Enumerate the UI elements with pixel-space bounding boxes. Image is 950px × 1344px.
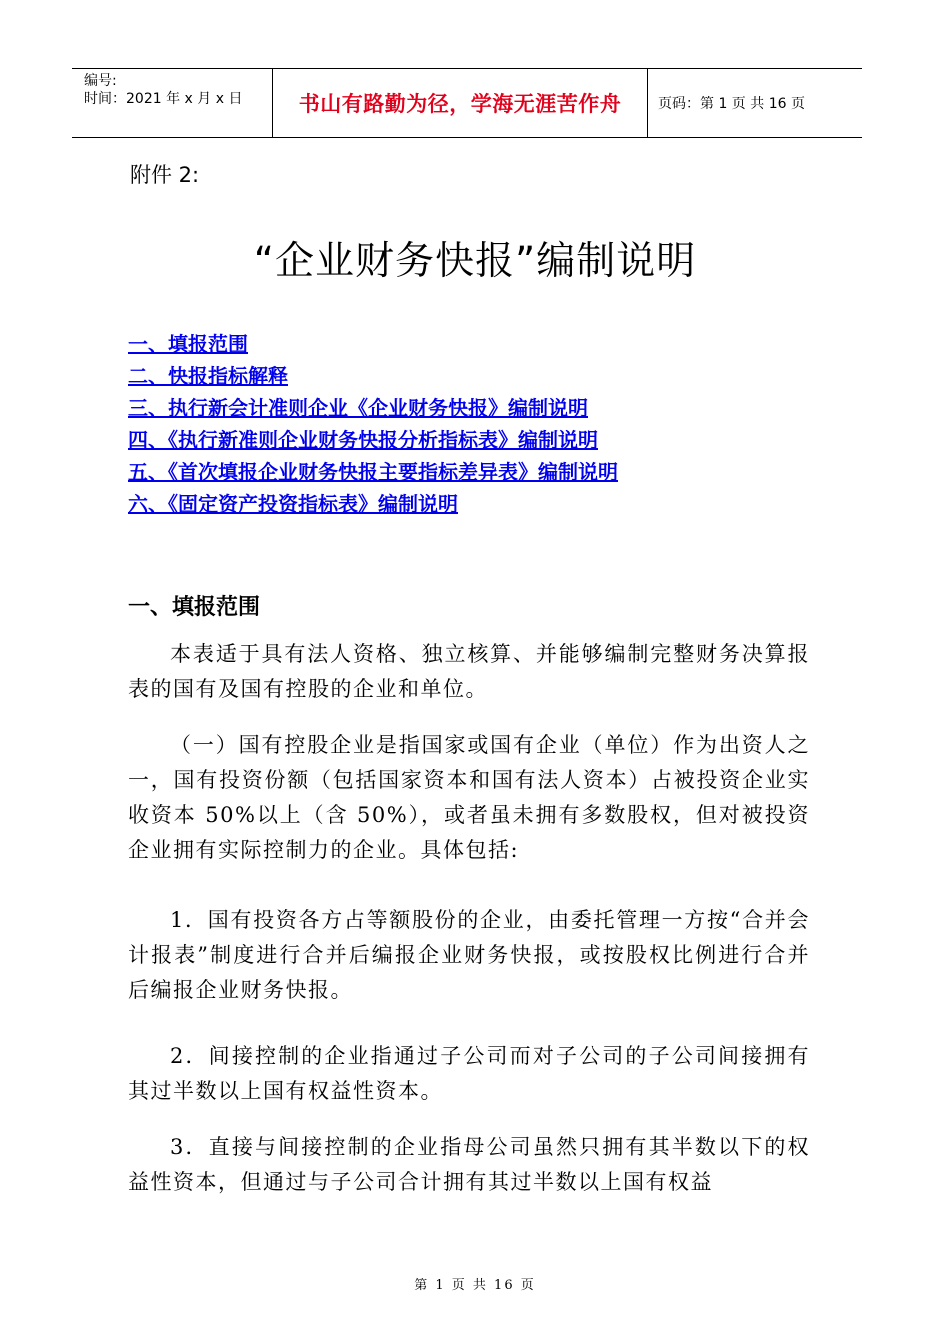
header-page-info: 页码：第 1 页 共 16 页 [658,96,805,112]
document-number-label: 编号: [84,73,117,89]
header-page-cell [648,69,862,137]
paragraph: 3．直接与间接控制的企业指母公司虽然只拥有其半数以下的权益性资本，但通过与子公司合计拥有其过半数以上国有权益 [128,1135,810,1194]
toc-link-analysis-table[interactable]: 四、《执行新准则企业财务快报分析指标表》编制说明 [128,428,598,452]
toc-link-difference-table[interactable]: 五、《首次填报企业财务快报主要指标差异表》编制说明 [128,460,618,484]
toc-item [128,490,618,522]
toc-link-fixed-assets-table[interactable]: 六、《固定资产投资指标表》编制说明 [128,492,458,516]
toc-item [128,362,618,394]
header-meta-cell [72,69,273,137]
document-title: “企业财务快报”编制说明 [253,239,697,284]
toc-link-new-standards-report[interactable]: 三、执行新会计准则企业《企业财务快报》编制说明 [128,396,588,420]
toc-item [128,330,618,362]
page-header [72,68,862,138]
header-motto-cell [273,69,648,137]
section-heading: 一、填报范围 [128,595,261,620]
document-time-label: 时间：2021 年 x 月 x 日 [84,91,243,107]
toc-item [128,394,618,426]
toc-item [128,426,618,458]
paragraph: 1．国有投资各方占等额股份的企业，由委托管理一方按“合并会计报表”制度进行合并后编报企业财务快报，或按股权比例进行合并后编报企业财务快报。 [128,908,810,1002]
table-of-contents [128,330,618,522]
attachment-label: 附件 2: [130,163,200,187]
paragraph: 2．间接控制的企业指通过子公司而对子公司的子公司间接拥有其过半数以上国有权益性资本。 [128,1044,810,1103]
page-footer: 第 1 页 共 16 页 [414,1278,536,1293]
paragraph: （一）国有控股企业是指国家或国有企业（单位）作为出资人之一，国有投资份额（包括国家资本和国有法人资本）占被投资企业实收资本 50%以上（含 50%），或者虽未拥有多数股权，但对被投资企业拥有实际控制力的企业。具体包括: [128,733,810,862]
toc-link-scope[interactable]: 一、填报范围 [128,332,248,356]
paragraph: 本表适于具有法人资格、独立核算、并能够编制完整财务决算报表的国有及国有控股的企业和单位。 [128,642,810,701]
toc-link-indicators[interactable]: 二、快报指标解释 [128,364,288,388]
header-motto: 书山有路勤为径，学海无涯苦作舟 [298,92,622,116]
toc-item [128,458,618,490]
